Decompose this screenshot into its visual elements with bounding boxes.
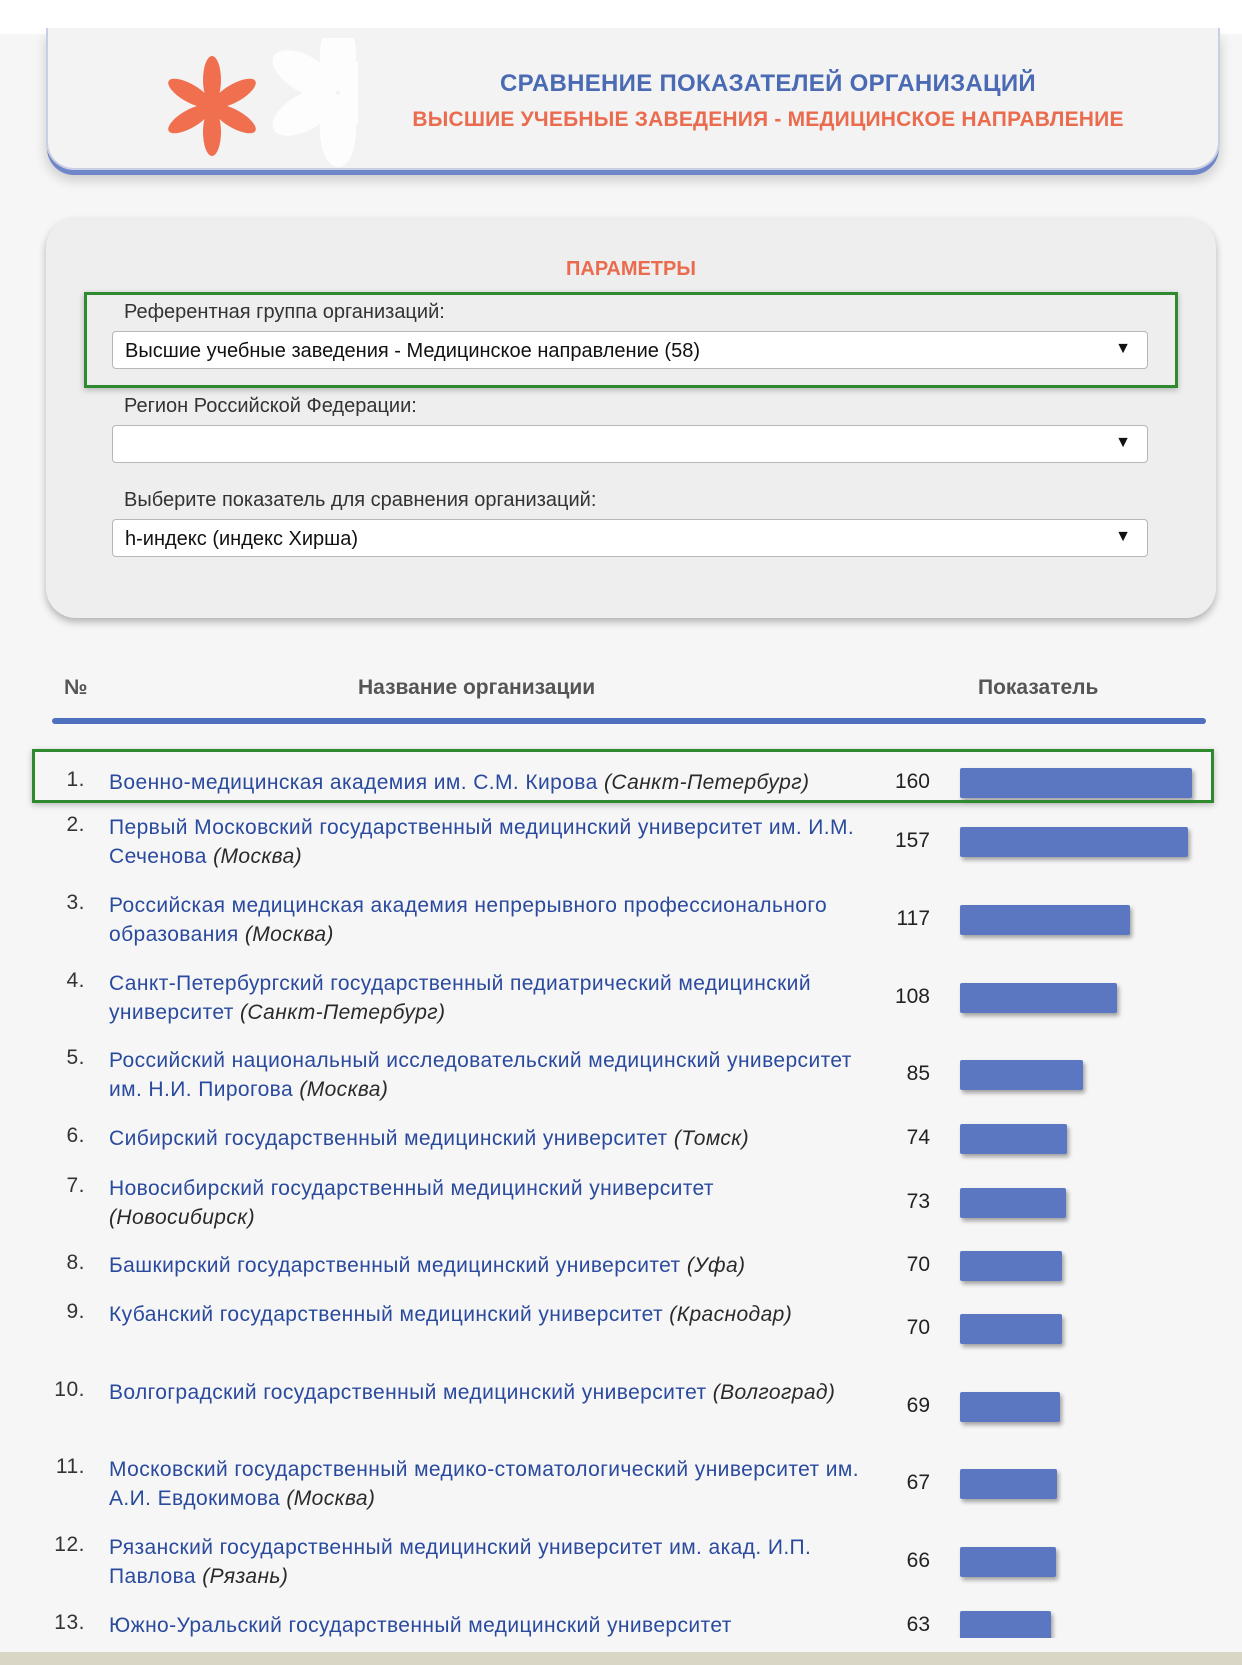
indicator-bar: [960, 1060, 1083, 1090]
organization-name: Южно-Уральский государственный медицинский университет: [109, 1614, 732, 1637]
indicator-label: Выберите показатель для сравнения организаций:: [124, 489, 597, 511]
table-row: [0, 1046, 1242, 1104]
indicator-bar: [960, 983, 1117, 1013]
organization-name: Волгоградский государственный медицинский университет: [109, 1381, 707, 1404]
organization-name: Санкт-Петербургский государственный педиатрический медицинский университет: [109, 972, 811, 1024]
bottom-bar: [0, 1652, 1242, 1665]
reference-group-label: Референтная группа организаций:: [124, 301, 445, 323]
organization-city: (Санкт-Петербург): [603, 771, 810, 794]
table-row: [0, 1300, 1242, 1358]
row-rank: 2.: [66, 813, 85, 836]
organization-link[interactable]: [109, 1124, 859, 1153]
indicator-value: 160: [894, 769, 930, 793]
organization-name: Сибирский государственный медицинский университет: [109, 1127, 668, 1150]
organization-city: (Москва): [286, 1487, 376, 1510]
organization-city: (Томск): [673, 1127, 750, 1150]
organization-link[interactable]: [109, 1378, 859, 1407]
organization-link[interactable]: [109, 1174, 859, 1232]
indicator-value: 117: [896, 907, 930, 930]
column-header-name: Название организации: [358, 676, 596, 699]
column-header-number: №: [64, 676, 88, 699]
region-label: Регион Российской Федерации:: [124, 395, 417, 417]
dropdown-arrow-icon: ▼: [1115, 528, 1131, 545]
row-rank: 13.: [54, 1611, 85, 1634]
organization-name: Башкирский государственный медицинский университет: [109, 1254, 681, 1277]
organization-link[interactable]: [109, 969, 859, 1027]
row-rank: 4.: [66, 969, 85, 992]
indicator-bar: [960, 1188, 1066, 1218]
table-row: [0, 1124, 1242, 1153]
row-rank: 5.: [66, 1046, 85, 1069]
indicator-bar: [960, 1469, 1057, 1499]
row-rank: 8.: [66, 1251, 85, 1274]
organization-name: Военно-медицинская академия им. С.М. Кирова: [109, 771, 598, 794]
indicator-value: 67: [906, 1471, 930, 1494]
indicator-bar: [960, 1547, 1056, 1577]
indicator-bar: [960, 1392, 1060, 1422]
indicator-bar: [960, 1314, 1062, 1344]
organization-city: (Москва): [299, 1078, 389, 1101]
indicator-value: 70: [906, 1252, 930, 1276]
organization-city: (Рязань): [202, 1565, 289, 1588]
table-row: [0, 813, 1242, 871]
parameters-title: ПАРАМЕТРЫ: [566, 258, 696, 280]
table-row: [0, 1455, 1242, 1513]
organization-link[interactable]: [109, 813, 859, 871]
indicator-value: 70: [906, 1316, 930, 1339]
indicator-bar: [960, 1611, 1051, 1641]
organization-city: (Краснодар): [669, 1303, 793, 1326]
organization-name: Новосибирский государственный медицинский университет: [109, 1177, 714, 1200]
column-header-value: Показатель: [978, 676, 1099, 699]
row-rank: 7.: [66, 1174, 85, 1197]
organization-city: (Волгоград): [712, 1381, 836, 1404]
parameters-panel: [46, 218, 1216, 618]
table-row: [0, 1251, 1242, 1280]
table-row: [0, 891, 1242, 949]
table-header-divider: [52, 718, 1206, 724]
organization-city: (Уфа): [686, 1254, 746, 1277]
organization-name: Российский национальный исследовательский медицинский университет им. Н.И. Пирогова: [109, 1049, 852, 1101]
table-row: [0, 1174, 1242, 1232]
row-rank: 12.: [54, 1533, 85, 1556]
indicator-select[interactable]: [112, 519, 1148, 557]
row-rank: 3.: [66, 891, 85, 914]
organization-name: Российская медицинская академия непрерывного профессионального образования: [109, 894, 828, 946]
row-rank: 1.: [66, 768, 85, 791]
organization-city: (Новосибирск): [109, 1206, 255, 1229]
organization-link[interactable]: [109, 1300, 859, 1329]
organization-name: Московский государственный медико-стоматологический университет им. А.И. Евдокимова: [109, 1458, 859, 1510]
organization-name: Рязанский государственный медицинский университет им. акад. И.П. Павлова: [109, 1536, 812, 1588]
organization-link[interactable]: [109, 1533, 859, 1591]
indicator-bar: [960, 905, 1130, 935]
row-rank: 9.: [66, 1300, 85, 1323]
indicator-bar: [960, 1124, 1067, 1154]
page-header: [46, 28, 1220, 170]
table-row: [0, 1611, 1242, 1640]
organization-city: (Москва): [213, 845, 303, 868]
indicator-value: 85: [906, 1062, 930, 1085]
row-rank: 10.: [54, 1378, 85, 1401]
organization-name: Кубанский государственный медицинский университет: [109, 1303, 664, 1326]
page-title: СРАВНЕНИЕ ПОКАЗАТЕЛЕЙ ОРГАНИЗАЦИЙ: [500, 70, 1036, 97]
indicator-bar: [960, 827, 1188, 857]
row-rank: 11.: [55, 1455, 85, 1478]
indicator-value: 63: [906, 1612, 930, 1636]
highlight-box-reference-group: [84, 292, 1178, 388]
organization-link[interactable]: [109, 1455, 859, 1513]
indicator-value: 73: [906, 1190, 930, 1213]
page-subtitle: ВЫСШИЕ УЧЕБНЫЕ ЗАВЕДЕНИЯ - МЕДИЦИНСКОЕ НАПРАВЛЕНИЕ: [412, 108, 1124, 131]
indicator-value: 66: [906, 1549, 930, 1572]
reference-group-value: Высшие учебные заведения - Медицинское направление (58): [125, 340, 700, 362]
organization-link[interactable]: [109, 891, 859, 949]
row-rank: 6.: [66, 1124, 85, 1147]
indicator-value: 74: [906, 1125, 930, 1149]
highlight-box-first-row: [32, 749, 1214, 803]
organization-link[interactable]: [109, 1251, 859, 1280]
organization-city: (Санкт-Петербург): [239, 1001, 446, 1024]
indicator-value: 157: [894, 829, 930, 852]
indicator-value: h-индекс (индекс Хирша): [125, 528, 358, 550]
table-row: [0, 969, 1242, 1027]
table-row: [0, 1533, 1242, 1591]
organization-name: Первый Московский государственный медицинский университет им. И.М. Сеченова: [109, 816, 855, 868]
dropdown-arrow-icon: ▼: [1115, 340, 1131, 357]
organization-link[interactable]: [109, 1046, 859, 1104]
dropdown-arrow-icon: ▼: [1115, 434, 1131, 451]
region-select[interactable]: [112, 425, 1148, 463]
organization-link[interactable]: [109, 1611, 859, 1640]
organization-city: (Москва): [244, 923, 334, 946]
indicator-bar: [960, 1251, 1062, 1281]
indicator-value: 108: [894, 985, 930, 1008]
indicator-value: 69: [906, 1394, 930, 1417]
table-row: [0, 1378, 1242, 1436]
